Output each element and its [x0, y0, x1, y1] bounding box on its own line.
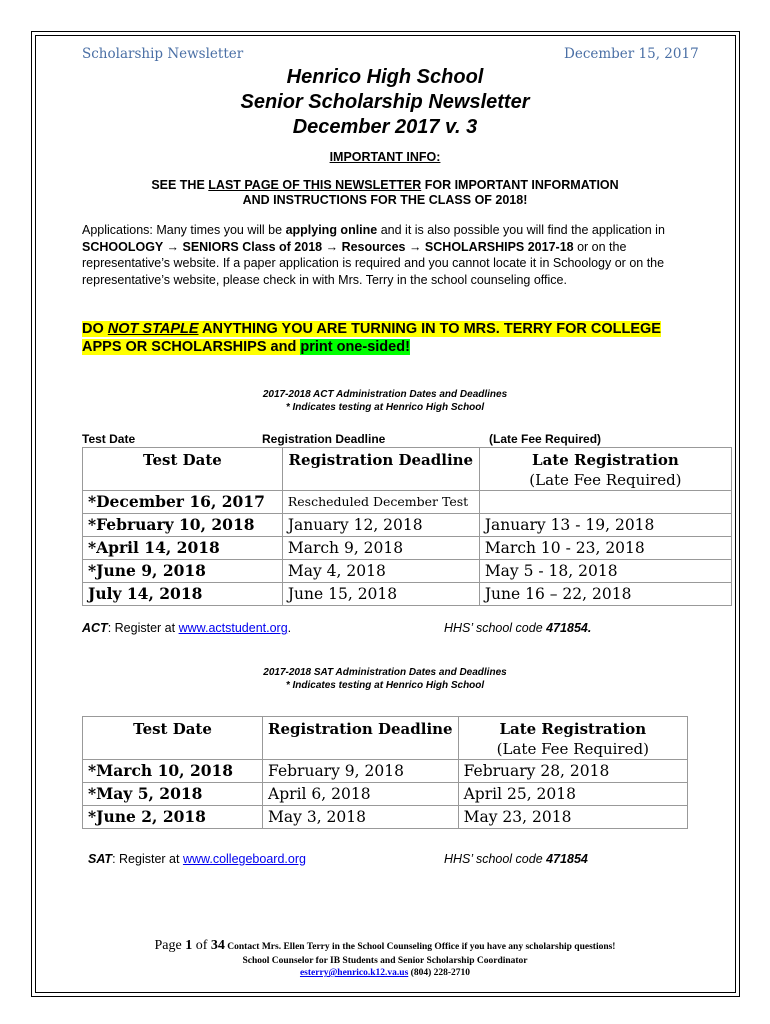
staple-warning: DO NOT STAPLE ANYTHING YOU ARE TURNING IN TO MRS. TERRY FOR COLLEGE APPS OR SCHOLARSHIPS and print one-sided! — [82, 321, 661, 355]
see-last-page-notice: SEE THE LAST PAGE OF THIS NEWSLETTER FOR IMPORTANT INFORMATION AND INSTRUCTIONS FOR THE CLASS OF 2018! — [151, 178, 619, 207]
sat-late-reg: May 23, 2018 — [458, 806, 687, 829]
act-reg-deadline: Rescheduled December Test — [282, 491, 479, 514]
act-dates-table — [82, 447, 732, 606]
sat-register-line: SAT: Register at www.collegeboard.org — [88, 852, 306, 866]
header-newsletter-label: Scholarship Newsletter — [82, 46, 244, 62]
act-test-date: *June 9, 2018 — [83, 560, 283, 583]
sat-test-date: *March 10, 2018 — [83, 760, 263, 783]
footer-counselor-role: School Counselor for IB Students and Senior Scholarship Coordinator — [242, 956, 528, 966]
sat-header-late-reg: Late Registration (Late Fee Required) — [458, 717, 687, 760]
act-late-reg: June 16 – 22, 2018 — [479, 583, 731, 606]
sat-dates-table — [82, 716, 688, 829]
table-row — [83, 514, 732, 537]
sat-header-reg-deadline: Registration Deadline — [263, 717, 459, 760]
act-test-date: *February 10, 2018 — [83, 514, 283, 537]
act-late-reg: January 13 - 19, 2018 — [479, 514, 731, 537]
act-late-reg: May 5 - 18, 2018 — [479, 560, 731, 583]
act-header-late-reg: Late Registration (Late Fee Required) — [479, 448, 731, 491]
table-row — [83, 583, 732, 606]
newsletter-title: Senior Scholarship Newsletter — [240, 91, 530, 113]
table-header-row — [83, 448, 732, 491]
email-link[interactable]: esterry@henrico.k12.va.us — [299, 968, 409, 978]
sat-school-code: HHS’ school code 471854 — [444, 852, 588, 866]
sat-late-reg: April 25, 2018 — [458, 783, 687, 806]
act-late-reg — [479, 491, 731, 514]
act-header-test-date: Test Date — [83, 448, 283, 491]
act-header-reg-deadline: Registration Deadline — [282, 448, 479, 491]
sat-reg-deadline: April 6, 2018 — [263, 783, 459, 806]
schoology-path: SCHOOLOGY → SENIORS Class of 2018 → Resources → SCHOLARSHIPS 2017-18 — [82, 239, 574, 254]
actstudent-link[interactable]: www.actstudent.org — [178, 621, 288, 635]
act-col-label-test-date: Test Date — [82, 432, 136, 446]
act-test-date: *April 14, 2018 — [83, 537, 283, 560]
act-reg-deadline: May 4, 2018 — [282, 560, 479, 583]
act-caption: 2017-2018 ACT Administration Dates and Deadlines * Indicates testing at Henrico High School — [262, 389, 508, 413]
table-row — [83, 806, 688, 829]
applications-paragraph: Applications: Many times you will be applying online and it is also possible you will find the application in SCHOOLOGY → SENIORS Class of 2018 → Resources → SCHOLARSHIPS 2017-18 or on the representative’s website. If a paper application is required and you cannot locate it in Schoology or on the representative’s website, please check in with Mrs. Terry in the school counseling office. — [82, 223, 665, 287]
sat-header-test-date: Test Date — [83, 717, 263, 760]
sat-reg-deadline: February 9, 2018 — [263, 760, 459, 783]
table-row — [83, 491, 732, 514]
table-row — [83, 760, 688, 783]
sat-reg-deadline: May 3, 2018 — [263, 806, 459, 829]
table-row — [83, 560, 732, 583]
sat-late-reg: February 28, 2018 — [458, 760, 687, 783]
table-header-row — [83, 717, 688, 760]
act-col-label-late-fee: (Late Fee Required) — [489, 432, 602, 446]
table-row — [83, 783, 688, 806]
act-reg-deadline: June 15, 2018 — [282, 583, 479, 606]
footer-page-contact: Page 1 of 34 Contact Mrs. Ellen Terry in the School Counseling Office if you have any scholarship questions! — [154, 938, 616, 953]
act-test-date: July 14, 2018 — [83, 583, 283, 606]
sat-caption: 2017-2018 SAT Administration Dates and Deadlines * Indicates testing at Henrico High School — [263, 667, 507, 691]
header-date: December 15, 2017 — [564, 46, 699, 62]
school-title: Henrico High School — [286, 66, 484, 88]
act-late-reg: March 10 - 23, 2018 — [479, 537, 731, 560]
collegeboard-link[interactable]: www.collegeboard.org — [182, 852, 306, 866]
footer-contact-line: esterry@henrico.k12.va.us (804) 228-2710 — [299, 968, 471, 978]
last-page-link-text: LAST PAGE OF THIS NEWSLETTER — [208, 178, 422, 192]
act-test-date: *December 16, 2017 — [83, 491, 283, 514]
act-school-code: HHS’ school code 471854. — [444, 621, 592, 635]
table-row — [83, 537, 732, 560]
act-reg-deadline: March 9, 2018 — [282, 537, 479, 560]
act-register-line: ACT: Register at www.actstudent.org. — [82, 621, 292, 635]
act-reg-deadline: January 12, 2018 — [282, 514, 479, 537]
sat-test-date: *June 2, 2018 — [83, 806, 263, 829]
page-total: 34 — [210, 938, 225, 953]
page-number: 1 — [185, 938, 193, 953]
sat-test-date: *May 5, 2018 — [83, 783, 263, 806]
newsletter-version: December 2017 v. 3 — [292, 116, 478, 138]
important-info-heading: IMPORTANT INFO: — [329, 150, 441, 164]
act-col-label-reg-deadline: Registration Deadline — [262, 432, 386, 446]
